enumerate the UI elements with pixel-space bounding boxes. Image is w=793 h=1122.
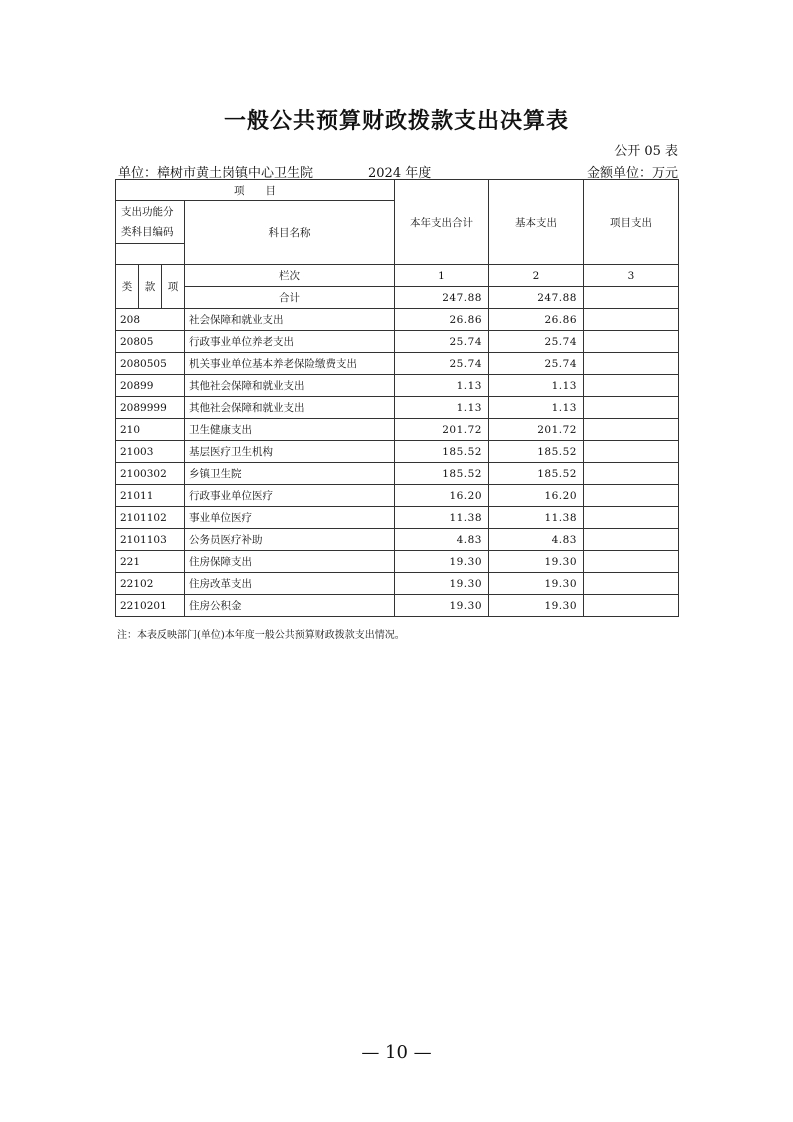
total-project: [584, 287, 679, 309]
row-project: [584, 397, 679, 419]
row-code: 22102: [116, 573, 185, 595]
header-col2: 2: [489, 265, 584, 287]
header-col3: 3: [584, 265, 679, 287]
row-name: 行政事业单位医疗: [185, 485, 395, 507]
row-project: [584, 331, 679, 353]
header-lei: 类: [116, 265, 139, 309]
row-name: 住房改革支出: [185, 573, 395, 595]
row-basic: 185.52: [489, 463, 584, 485]
header-kuan: 款: [139, 265, 162, 309]
row-project: [584, 595, 679, 617]
row-total: 185.52: [395, 441, 489, 463]
row-basic: 185.52: [489, 441, 584, 463]
row-code: 20805: [116, 331, 185, 353]
total-basic: 247.88: [489, 287, 584, 309]
page-title: 一般公共预算财政拨款支出决算表: [223, 109, 569, 134]
row-total: 19.30: [395, 573, 489, 595]
row-project: [584, 375, 679, 397]
row-name: 卫生健康支出: [185, 419, 395, 441]
table-row: [116, 331, 679, 353]
table-row: [116, 419, 679, 441]
row-total: 26.86: [395, 309, 489, 331]
page-number: — 10 —: [361, 1042, 432, 1063]
row-name: 社会保障和就业支出: [185, 309, 395, 331]
row-project: [584, 353, 679, 375]
table-row: [116, 551, 679, 573]
row-basic: 1.13: [489, 375, 584, 397]
row-basic: 19.30: [489, 573, 584, 595]
row-name: 机关事业单位基本养老保险缴费支出: [185, 353, 395, 375]
table-row: [116, 507, 679, 529]
row-basic: 201.72: [489, 419, 584, 441]
fiscal-year: 2024 年度: [368, 166, 432, 181]
row-total: 11.38: [395, 507, 489, 529]
row-project: [584, 485, 679, 507]
header-row-item: [116, 180, 679, 201]
row-name: 住房保障支出: [185, 551, 395, 573]
row-name: 行政事业单位养老支出: [185, 331, 395, 353]
table-row: [116, 375, 679, 397]
row-code: 2210201: [116, 595, 185, 617]
row-project: [584, 551, 679, 573]
table-row: [116, 485, 679, 507]
header-xiang: 项: [162, 265, 185, 309]
row-name: 基层医疗卫生机构: [185, 441, 395, 463]
row-name: 乡镇卫生院: [185, 463, 395, 485]
row-basic: 25.74: [489, 331, 584, 353]
row-name: 住房公积金: [185, 595, 395, 617]
row-code: 210: [116, 419, 185, 441]
row-total: 19.30: [395, 551, 489, 573]
row-basic: 26.86: [489, 309, 584, 331]
row-project: [584, 419, 679, 441]
row-code: 21003: [116, 441, 185, 463]
expenditure-table: [115, 179, 679, 617]
row-project: [584, 529, 679, 551]
header-total-col: 本年支出合计: [395, 180, 489, 265]
table-row: [116, 309, 679, 331]
row-code: 2100302: [116, 463, 185, 485]
row-code: 21011: [116, 485, 185, 507]
row-project: [584, 573, 679, 595]
header-row-index: [116, 265, 679, 287]
row-total: 19.30: [395, 595, 489, 617]
row-code: 221: [116, 551, 185, 573]
row-basic: 16.20: [489, 485, 584, 507]
header-project-col: 项目支出: [584, 180, 679, 265]
row-total: 16.20: [395, 485, 489, 507]
row-total: 1.13: [395, 397, 489, 419]
row-total: 1.13: [395, 375, 489, 397]
row-project: [584, 463, 679, 485]
form-number: 公开 05 表: [614, 144, 678, 159]
total-row: [116, 287, 679, 309]
row-name: 事业单位医疗: [185, 507, 395, 529]
row-basic: 1.13: [489, 397, 584, 419]
row-name: 其他社会保障和就业支出: [185, 397, 395, 419]
table-row: [116, 573, 679, 595]
row-basic: 11.38: [489, 507, 584, 529]
table-row: [116, 397, 679, 419]
amount-unit: 金额单位：万元: [586, 166, 678, 181]
row-basic: 25.74: [489, 353, 584, 375]
row-code: 2101102: [116, 507, 185, 529]
header-code-spacer: [116, 244, 185, 265]
row-basic: 19.30: [489, 595, 584, 617]
row-name: 公务员医疗补助: [185, 529, 395, 551]
total-label: 合计: [185, 287, 395, 309]
row-project: [584, 441, 679, 463]
header-item: 项 目: [116, 180, 395, 201]
header-column-index: 栏次: [185, 265, 395, 287]
table-row: [116, 441, 679, 463]
row-total: 25.74: [395, 331, 489, 353]
header-col1: 1: [395, 265, 489, 287]
row-project: [584, 309, 679, 331]
header-subject-name: 科目名称: [185, 201, 395, 265]
row-basic: 19.30: [489, 551, 584, 573]
row-code: 20899: [116, 375, 185, 397]
row-basic: 4.83: [489, 529, 584, 551]
table-row: [116, 463, 679, 485]
row-total: 25.74: [395, 353, 489, 375]
total-total: 247.88: [395, 287, 489, 309]
row-code: 2089999: [116, 397, 185, 419]
row-project: [584, 507, 679, 529]
header-func-code: 支出功能分类科目编码: [116, 201, 185, 244]
unit-name: 单位：樟树市黄土岗镇中心卫生院: [118, 166, 314, 181]
table-note: 注：本表反映部门(单位)本年度一般公共预算财政拨款支出情况。: [117, 630, 405, 641]
row-name: 其他社会保障和就业支出: [185, 375, 395, 397]
header-basic-col: 基本支出: [489, 180, 584, 265]
table-row: [116, 529, 679, 551]
row-total: 201.72: [395, 419, 489, 441]
row-code: 208: [116, 309, 185, 331]
row-total: 185.52: [395, 463, 489, 485]
row-total: 4.83: [395, 529, 489, 551]
row-code: 2080505: [116, 353, 185, 375]
table-row: [116, 595, 679, 617]
table-row: [116, 353, 679, 375]
row-code: 2101103: [116, 529, 185, 551]
